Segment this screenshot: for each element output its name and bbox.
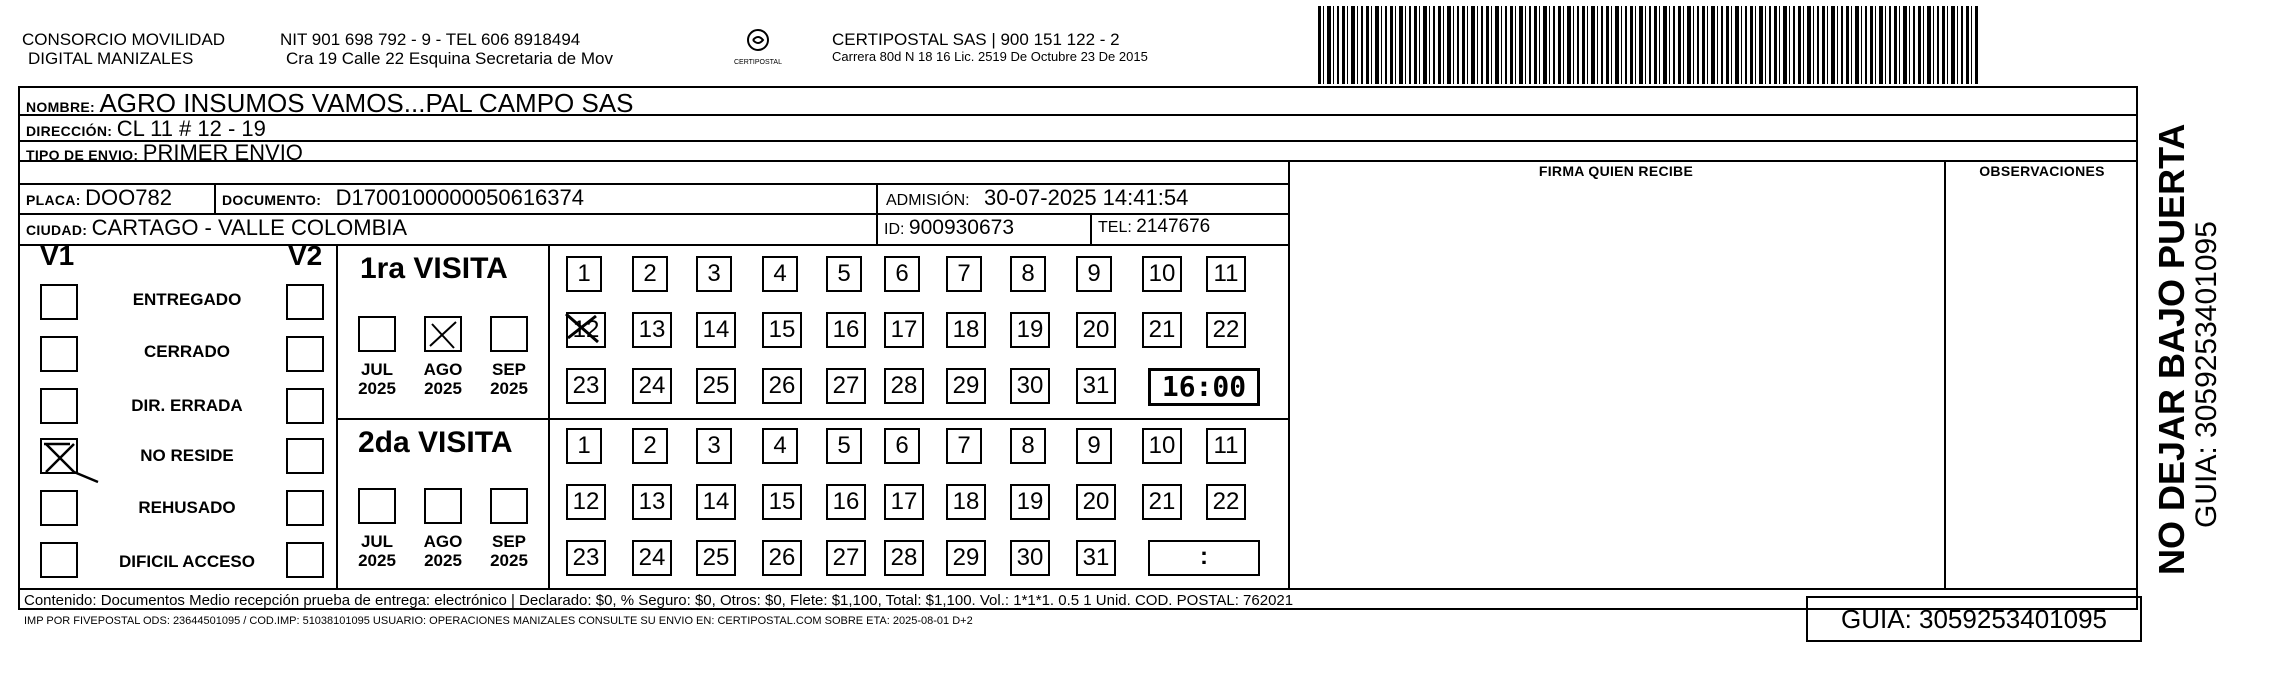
second-visit-day-20[interactable]: 20 xyxy=(1076,484,1116,520)
logo-icon xyxy=(743,28,773,54)
first-visit-day-29[interactable]: 29 xyxy=(946,368,986,404)
second-visit-label: 2da VISITA xyxy=(358,426,513,459)
company-info: NIT 901 698 792 - 9 - TEL 606 8918494 Cra 19 Calle 22 Esquina Secretaria de Mov xyxy=(280,30,613,68)
second-visit-day-11[interactable]: 11 xyxy=(1206,428,1246,464)
first-visit-label: 1ra VISITA xyxy=(360,252,508,285)
ciudad-label: CIUDAD: xyxy=(26,222,88,238)
status-cerrado: CERRADO xyxy=(144,342,230,361)
first-visit-day-13[interactable]: 13 xyxy=(632,312,672,348)
v1-checkbox-entregado[interactable] xyxy=(40,284,78,320)
footer-imp-line: IMP POR FIVEPOSTAL ODS: 23644501095 / COD.IMP: 51038101095 USUARIO: OPERACIONES MANIZALES CONSULTE SU ENVIO EN: CERTIPOSTAL.COM SOBRE ETA: 2025-08-01 D+2 xyxy=(24,615,973,627)
v2-checkbox-cerrado[interactable] xyxy=(286,336,324,372)
second-visit-day-3[interactable]: 3 xyxy=(696,428,732,464)
first-visit-day-6[interactable]: 6 xyxy=(884,256,920,292)
placa-row xyxy=(26,185,172,211)
first-visit-day-25[interactable]: 25 xyxy=(696,368,736,404)
documento-label: DOCUMENTO: xyxy=(222,192,322,208)
second-visit-day-17[interactable]: 17 xyxy=(884,484,924,520)
first-visit-time-field[interactable]: 16:00 xyxy=(1148,368,1260,406)
v2-checkbox-entregado[interactable] xyxy=(286,284,324,320)
documento-value: D1700100000050616374 xyxy=(335,185,584,210)
v1-checkbox-dir-errada[interactable] xyxy=(40,388,78,424)
first-visit-day-21[interactable]: 21 xyxy=(1142,312,1182,348)
first-visit-day-24[interactable]: 24 xyxy=(632,368,672,404)
nombre-row xyxy=(26,88,634,119)
first-visit-day-26[interactable]: 26 xyxy=(762,368,802,404)
first-month-sep: SEP 2025 xyxy=(490,360,528,398)
first-month-jul: JUL 2025 xyxy=(358,360,396,398)
first-visit-day-27[interactable]: 27 xyxy=(826,368,866,404)
second-month-jul: JUL 2025 xyxy=(358,532,396,570)
tel-label: TEL: xyxy=(1098,219,1132,236)
second-visit-day-28[interactable]: 28 xyxy=(884,540,924,576)
second-visit-day-15[interactable]: 15 xyxy=(762,484,802,520)
first-visit-day-9[interactable]: 9 xyxy=(1076,256,1112,292)
side-guia-number: GUIA: 3059253401095 xyxy=(2190,221,2223,528)
second-visit-day-31[interactable]: 31 xyxy=(1076,540,1116,576)
second-visit-day-21[interactable]: 21 xyxy=(1142,484,1182,520)
v2-checkbox-dificil-acceso[interactable] xyxy=(286,542,324,578)
first-visit-day-18[interactable]: 18 xyxy=(946,312,986,348)
second-visit-day-1[interactable]: 1 xyxy=(566,428,602,464)
first-visit-day-16[interactable]: 16 xyxy=(826,312,866,348)
status-dir-errada: DIR. ERRADA xyxy=(131,396,243,415)
admision-label: ADMISIÓN: xyxy=(886,192,970,209)
first-visit-day-15[interactable]: 15 xyxy=(762,312,802,348)
first-visit-month-ago-checkbox[interactable] xyxy=(424,316,462,352)
second-visit-day-2[interactable]: 2 xyxy=(632,428,668,464)
second-visit-day-23[interactable]: 23 xyxy=(566,540,606,576)
id-value: 900930673 xyxy=(908,216,1015,239)
tipo-row xyxy=(26,140,303,166)
handwritten-x-mark-icon xyxy=(424,316,462,352)
handwritten-x-mark-icon xyxy=(562,308,606,348)
first-visit-day-5[interactable]: 5 xyxy=(826,256,862,292)
first-visit-day-31[interactable]: 31 xyxy=(1076,368,1116,404)
id-row xyxy=(884,216,1014,240)
v2-checkbox-dir-errada[interactable] xyxy=(286,388,324,424)
first-visit-day-3[interactable]: 3 xyxy=(696,256,732,292)
v1-checkbox-no-reside[interactable] xyxy=(40,438,78,474)
second-visit-day-6[interactable]: 6 xyxy=(884,428,920,464)
tipo-label: TIPO DE ENVIO: xyxy=(26,147,139,163)
tel-row xyxy=(1098,216,1210,238)
second-visit-month-ago-checkbox[interactable] xyxy=(424,488,462,524)
direccion-label: DIRECCIÓN: xyxy=(26,123,113,139)
nombre-label: NOMBRE: xyxy=(26,99,95,115)
carrier-info: CERTIPOSTAL SAS | 900 151 122 - 2 Carrera 80d N 18 16 Lic. 2519 De Octubre 23 De 2015 xyxy=(832,30,1148,64)
v1-checkbox-dificil-acceso[interactable] xyxy=(40,542,78,578)
status-entregado: ENTREGADO xyxy=(132,290,242,309)
no-dejar-bajo-puerta-warning: NO DEJAR BAJO PUERTA xyxy=(2151,123,2192,575)
v2-checkbox-no-reside[interactable] xyxy=(286,438,324,474)
second-visit-time-field[interactable]: : xyxy=(1148,540,1260,576)
documento-row xyxy=(222,185,584,211)
second-visit-month-sep-checkbox[interactable] xyxy=(490,488,528,524)
second-visit-month-jul-checkbox[interactable] xyxy=(358,488,396,524)
second-visit-day-7[interactable]: 7 xyxy=(946,428,982,464)
v2-header: V2 xyxy=(288,240,323,271)
second-visit-day-19[interactable]: 19 xyxy=(1010,484,1050,520)
first-visit-day-10[interactable]: 10 xyxy=(1142,256,1182,292)
id-label: ID: xyxy=(884,221,905,238)
status-rehusado: REHUSADO xyxy=(138,498,236,517)
first-month-ago: AGO 2025 xyxy=(423,360,463,398)
first-visit-day-22[interactable]: 22 xyxy=(1206,312,1246,348)
first-visit-day-14[interactable]: 14 xyxy=(696,312,736,348)
first-visit-day-1[interactable]: 1 xyxy=(566,256,602,292)
second-visit-day-16[interactable]: 16 xyxy=(826,484,866,520)
observaciones-label: OBSERVACIONES xyxy=(1979,163,2105,179)
second-visit-day-14[interactable]: 14 xyxy=(696,484,736,520)
firma-label: FIRMA QUIEN RECIBE xyxy=(1538,163,1694,179)
first-visit-day-4[interactable]: 4 xyxy=(762,256,798,292)
first-visit-day-12[interactable]: 12 xyxy=(566,312,606,348)
second-visit-day-10[interactable]: 10 xyxy=(1142,428,1182,464)
company-name: CONSORCIO MOVILIDAD DIGITAL MANIZALES xyxy=(22,30,226,68)
admision-row xyxy=(886,185,1188,211)
tel-value: 2147676 xyxy=(1136,216,1211,237)
v2-checkbox-rehusado[interactable] xyxy=(286,490,324,526)
first-visit-month-jul-checkbox[interactable] xyxy=(358,316,396,352)
first-visit-day-11[interactable]: 11 xyxy=(1206,256,1246,292)
second-visit-day-25[interactable]: 25 xyxy=(696,540,736,576)
second-visit-day-22[interactable]: 22 xyxy=(1206,484,1246,520)
status-no-reside: NO RESIDE xyxy=(140,446,234,465)
second-visit-day-4[interactable]: 4 xyxy=(762,428,798,464)
second-visit-day-29[interactable]: 29 xyxy=(946,540,986,576)
certipostal-logo: CERTIPOSTAL xyxy=(728,28,788,67)
second-visit-day-8[interactable]: 8 xyxy=(1010,428,1046,464)
second-visit-day-26[interactable]: 26 xyxy=(762,540,802,576)
footer-contenido: Contenido: Documentos Medio recepción prueba de entrega: electrónico | Declarado: $0, % Seguro: $0, Otros: $0, Flete: $1,100, Total: $1,100. Vol.: 1*1*1. 0.5 1 Unid. COD. POSTAL: 762021 xyxy=(24,592,1294,609)
handwritten-x-mark-icon xyxy=(40,438,100,478)
placa-value: DOO782 xyxy=(85,185,172,210)
second-visit-day-30[interactable]: 30 xyxy=(1010,540,1050,576)
second-month-sep: SEP 2025 xyxy=(490,532,528,570)
tipo-value: PRIMER ENVIO xyxy=(142,140,303,165)
status-dificil-acceso: DIFICIL ACCESO xyxy=(118,552,255,571)
first-visit-day-7[interactable]: 7 xyxy=(946,256,982,292)
v1-header: V1 xyxy=(40,240,75,271)
first-visit-day-20[interactable]: 20 xyxy=(1076,312,1116,348)
ciudad-row xyxy=(26,215,407,241)
first-visit-day-8[interactable]: 8 xyxy=(1010,256,1046,292)
second-visit-day-9[interactable]: 9 xyxy=(1076,428,1112,464)
second-visit-day-12[interactable]: 12 xyxy=(566,484,606,520)
footer-guia: GUIA: 3059253401095 xyxy=(1841,604,2107,634)
first-visit-day-23[interactable]: 23 xyxy=(566,368,606,404)
nombre-value: AGRO INSUMOS VAMOS...PAL CAMPO SAS xyxy=(99,88,634,118)
admision-value: 30-07-2025 14:41:54 xyxy=(984,185,1189,210)
direccion-row xyxy=(26,116,266,142)
second-visit-day-5[interactable]: 5 xyxy=(826,428,862,464)
v1-checkbox-cerrado[interactable] xyxy=(40,336,78,372)
second-visit-day-24[interactable]: 24 xyxy=(632,540,672,576)
placa-label: PLACA: xyxy=(26,192,81,208)
second-month-ago: AGO 2025 xyxy=(423,532,463,570)
first-visit-day-28[interactable]: 28 xyxy=(884,368,924,404)
first-visit-day-2[interactable]: 2 xyxy=(632,256,668,292)
second-visit-day-18[interactable]: 18 xyxy=(946,484,986,520)
direccion-value: CL 11 # 12 - 19 xyxy=(116,116,266,141)
second-visit-day-13[interactable]: 13 xyxy=(632,484,672,520)
first-visit-day-19[interactable]: 19 xyxy=(1010,312,1050,348)
barcode xyxy=(1318,6,1978,84)
second-visit-day-27[interactable]: 27 xyxy=(826,540,866,576)
first-visit-day-17[interactable]: 17 xyxy=(884,312,924,348)
ciudad-value: CARTAGO - VALLE COLOMBIA xyxy=(91,215,408,240)
first-visit-month-sep-checkbox[interactable] xyxy=(490,316,528,352)
first-visit-day-30[interactable]: 30 xyxy=(1010,368,1050,404)
v1-checkbox-rehusado[interactable] xyxy=(40,490,78,526)
